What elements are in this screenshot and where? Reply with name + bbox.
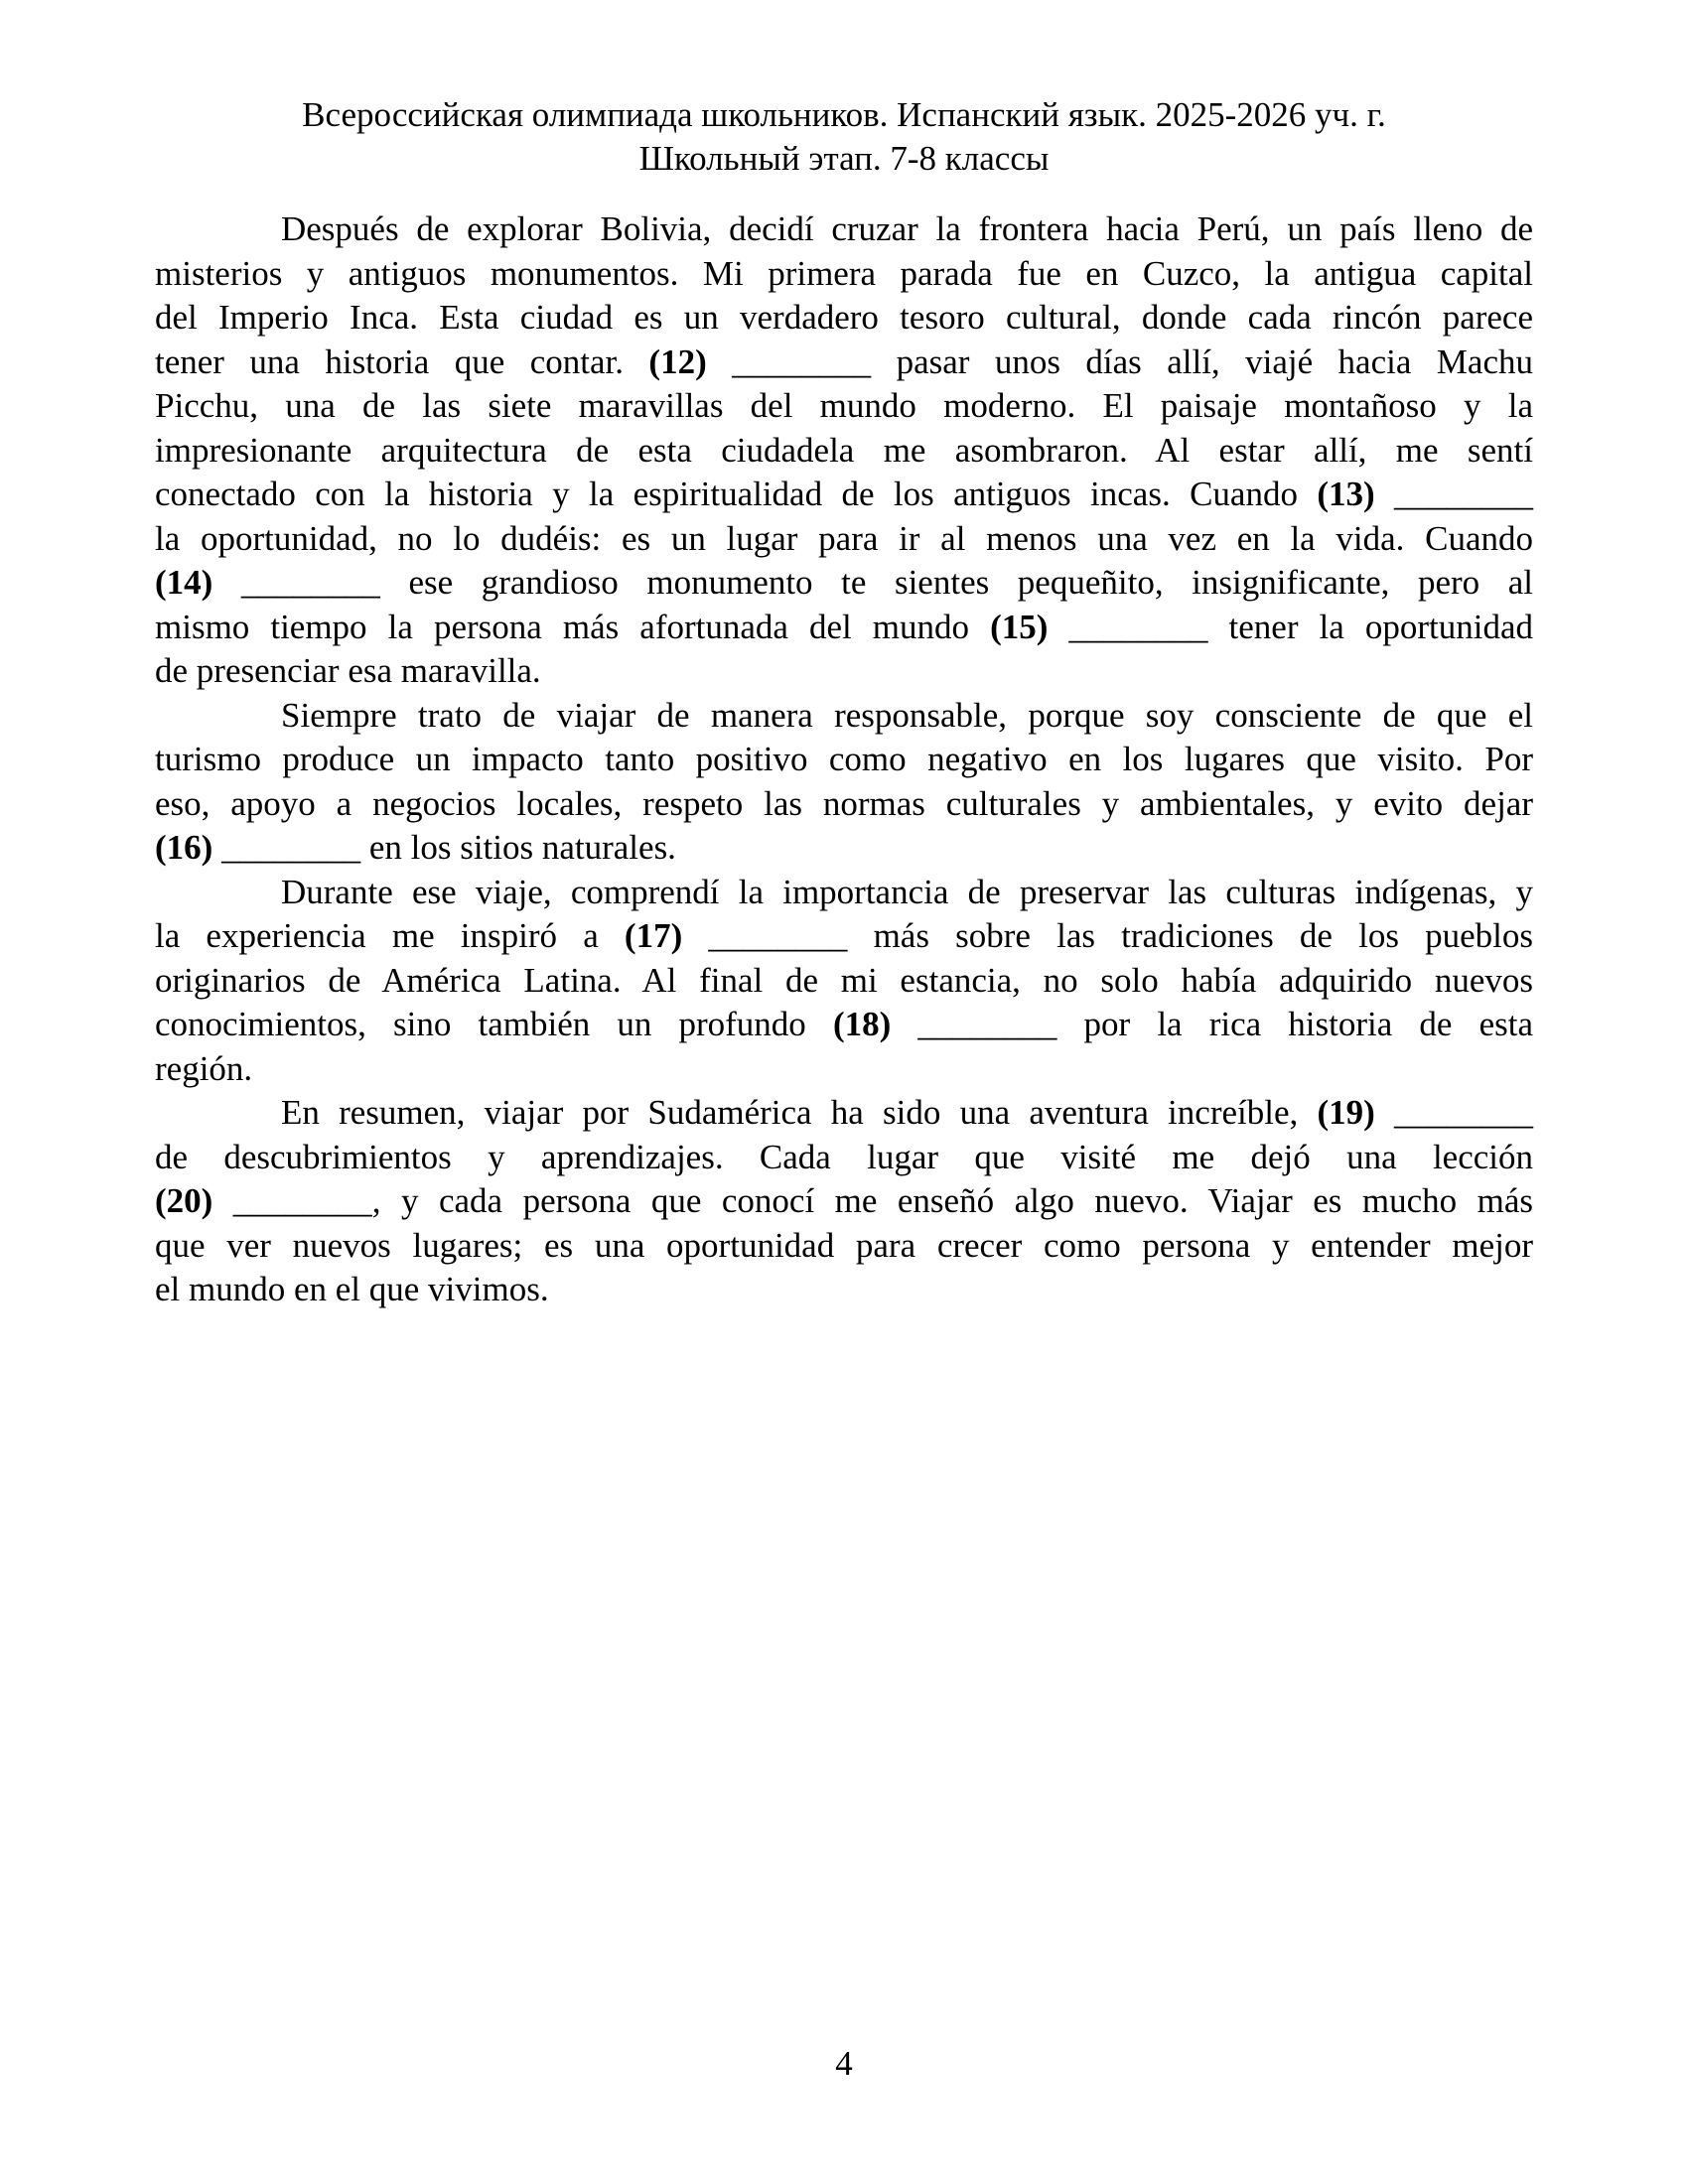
text-segment: misterios y antiguos monumentos. Mi primera parada fue en Cuzco, la antigua capital bbox=[155, 253, 1533, 293]
paragraph bbox=[155, 207, 1533, 694]
text-line bbox=[155, 649, 1533, 694]
text-segment: del Imperio Inca. Esta ciudad es un verdadero tesoro cultural, donde cada rincón parece bbox=[155, 298, 1533, 337]
text-line bbox=[155, 1136, 1533, 1180]
text-line bbox=[155, 252, 1533, 297]
text-line bbox=[155, 341, 1533, 385]
text-segment: ________ ese grandioso monumento te sientes pequeñito, insignificante, pero al bbox=[212, 563, 1533, 602]
header-title-line2: Школьный этап. 7-8 классы bbox=[638, 139, 1050, 178]
text-line bbox=[155, 959, 1533, 1004]
text-segment: ________, y cada persona que conocí me enseñó algo nuevo. Viajar es mucho más bbox=[212, 1181, 1533, 1220]
text-segment: Durante ese viaje, comprendí la importancia de preservar las culturas indígenas, y bbox=[281, 872, 1533, 911]
text-line bbox=[155, 1047, 1533, 1092]
text-line bbox=[155, 606, 1533, 650]
gap-number: (17) bbox=[624, 916, 683, 955]
text-segment: de presenciar esa maravilla. bbox=[155, 651, 541, 690]
text-line bbox=[155, 1003, 1533, 1047]
text-segment: ________ por la rica historia de esta bbox=[891, 1005, 1533, 1043]
paragraph bbox=[155, 694, 1533, 871]
text-segment: turismo produce un impacto tanto positivo como negativo en los lugares que visito. Por bbox=[155, 740, 1533, 778]
text-line bbox=[155, 296, 1533, 341]
gap-number: (16) bbox=[155, 828, 213, 867]
text-line bbox=[155, 914, 1533, 959]
text-segment: Picchu, una de las siete maravillas del mundo moderno. El paisaje montañoso y la bbox=[155, 386, 1533, 425]
text-segment: la experiencia me inspiró a bbox=[155, 916, 625, 955]
text-line bbox=[155, 561, 1533, 606]
page-footer bbox=[0, 2042, 1688, 2086]
text-line bbox=[155, 782, 1533, 827]
text-segment: de descubrimientos y aprendizajes. Cada lugar que visité me dejó una lección bbox=[155, 1137, 1533, 1176]
text-segment: Después de explorar Bolivia, decidí cruzar la frontera hacia Perú, un país lleno de bbox=[281, 209, 1533, 248]
text-line bbox=[155, 1224, 1533, 1269]
text-segment: conocimientos, sino también un profundo bbox=[155, 1005, 833, 1043]
text-segment: región. bbox=[155, 1048, 253, 1088]
page-header bbox=[155, 93, 1533, 181]
gap-number: (20) bbox=[155, 1181, 213, 1220]
gap-number: (15) bbox=[990, 607, 1049, 646]
text-segment: Siempre trato de viajar de manera responsable, porque soy consciente de que el bbox=[281, 695, 1533, 735]
text-line bbox=[155, 1091, 1533, 1136]
text-segment: impresionante arquitectura de esta ciudadela me asombraron. Al estar allí, me sentí bbox=[155, 430, 1533, 470]
text-line bbox=[155, 1179, 1533, 1224]
text-line bbox=[155, 826, 1533, 871]
text-segment: tener una historia que contar. bbox=[155, 341, 649, 381]
text-segment: mismo tiempo la persona más afortunada del mundo bbox=[155, 607, 991, 646]
paragraph bbox=[155, 871, 1533, 1092]
text-line bbox=[155, 871, 1533, 915]
gap-number: (12) bbox=[648, 341, 707, 381]
text-segment: ________ tener la oportunidad bbox=[1048, 607, 1533, 646]
text-line bbox=[155, 473, 1533, 517]
text-segment: ________ en los sitios naturales. bbox=[212, 828, 676, 867]
text-segment: ________ pasar unos días allí, viajé hacia Machu bbox=[706, 341, 1533, 381]
text-segment: eso, apoyo a negocios locales, respeto las normas culturales y ambientales, y evito dejar bbox=[155, 783, 1533, 823]
text-line bbox=[155, 738, 1533, 782]
page-number: 4 bbox=[835, 2044, 853, 2083]
text-line bbox=[155, 207, 1533, 252]
text-segment: ________ bbox=[1374, 1093, 1533, 1132]
text-line bbox=[155, 517, 1533, 562]
text-segment: ________ bbox=[1374, 475, 1533, 513]
paragraph bbox=[155, 1091, 1533, 1312]
text-segment: que ver nuevos lugares; es una oportunidad para crecer como persona y entender mejor bbox=[155, 1225, 1533, 1265]
text-segment: la oportunidad, no lo dudéis: es un lugar para ir al menos una vez en la vida. Cuando bbox=[155, 518, 1533, 558]
text-segment: originarios de América Latina. Al final de mi estancia, no solo había adquirido nuevos bbox=[155, 960, 1533, 1000]
header-title-line1: Всероссийская олимпиада школьников. Испанский язык. 2025-2026 уч. г. bbox=[302, 95, 1386, 134]
gap-number: (18) bbox=[832, 1005, 892, 1043]
text-segment: ________ más sobre las tradiciones de los pueblos bbox=[682, 916, 1533, 955]
text-line bbox=[155, 694, 1533, 739]
text-segment: En resumen, viajar por Sudamérica ha sido una aventura increíble, bbox=[281, 1093, 1318, 1132]
text-line bbox=[155, 429, 1533, 474]
document-body bbox=[155, 207, 1533, 1312]
text-line bbox=[155, 384, 1533, 429]
text-segment: el mundo en el que vivimos. bbox=[155, 1270, 549, 1308]
gap-number: (14) bbox=[155, 563, 213, 602]
text-line bbox=[155, 1268, 1533, 1312]
text-segment: conectado con la historia y la espiritualidad de los antiguos incas. Cuando bbox=[155, 475, 1318, 513]
gap-number: (19) bbox=[1317, 1093, 1375, 1132]
gap-number: (13) bbox=[1317, 475, 1375, 513]
